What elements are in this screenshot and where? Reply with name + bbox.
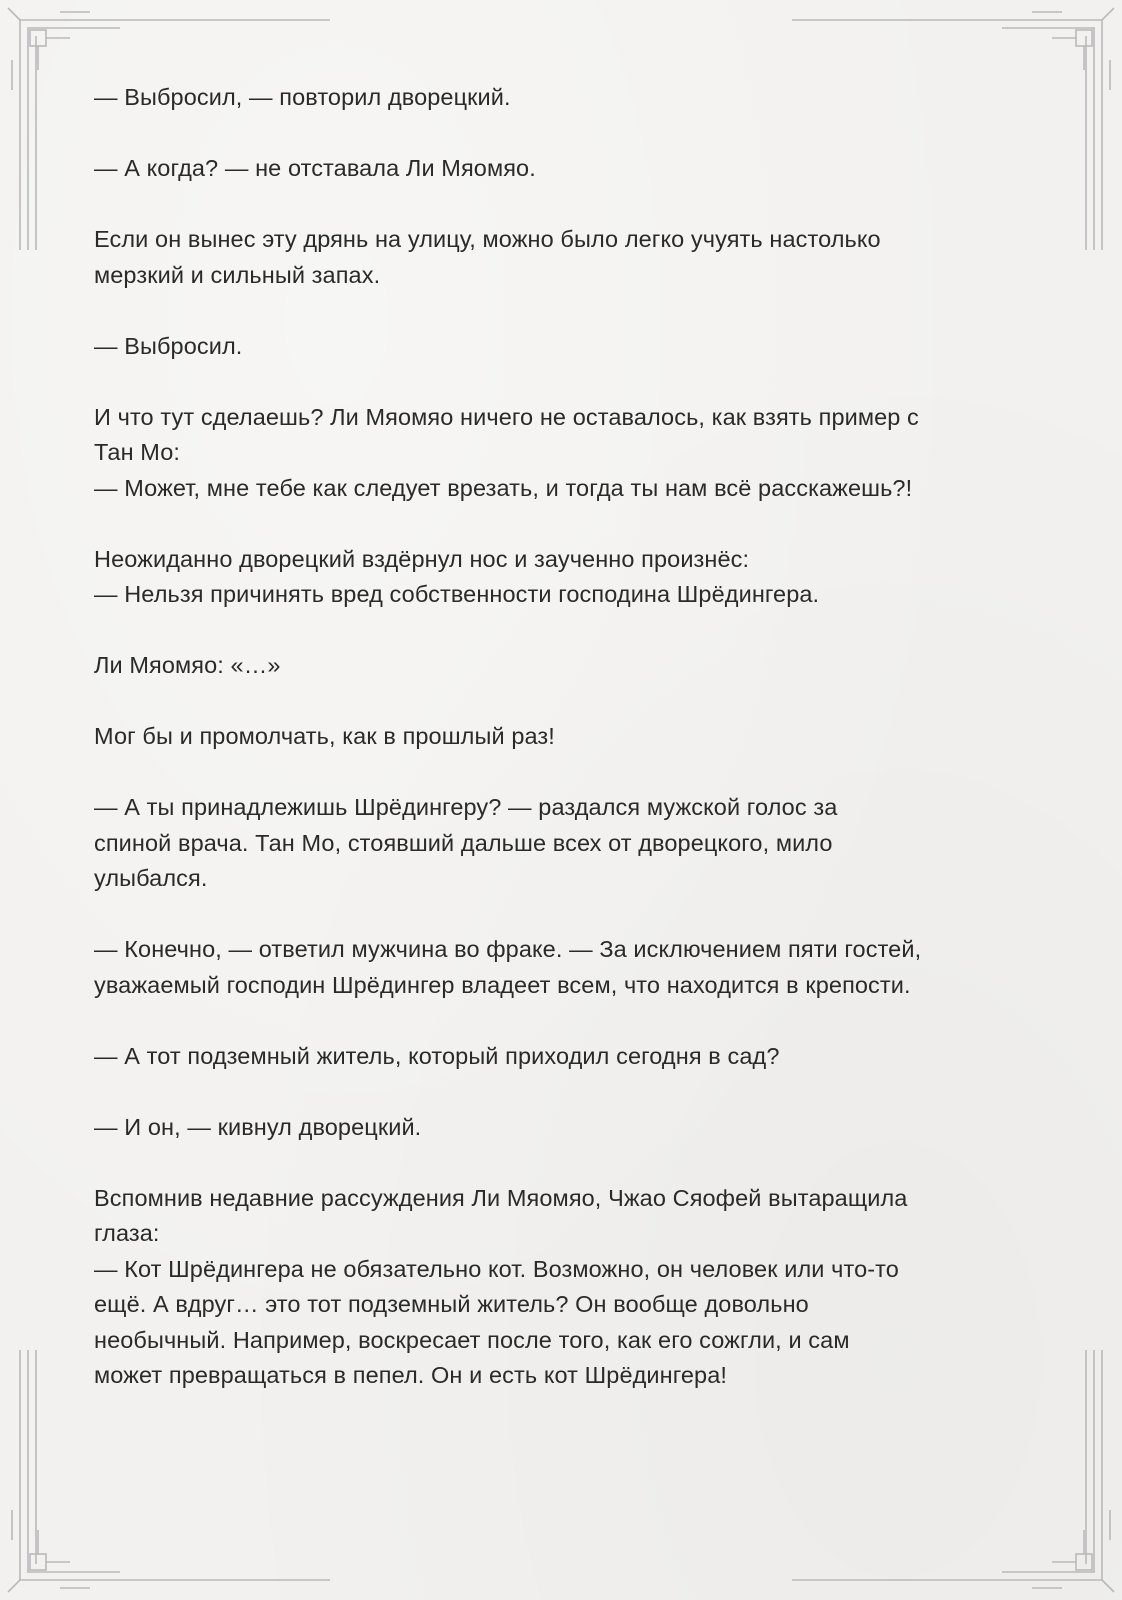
paragraph: — А ты принадлежишь Шрёдингеру? — раздался мужской голос за спиной врача. Тан Мо, стоявший дальше всех от дворецкого, мило улыбался. bbox=[94, 794, 838, 891]
paragraph: Вспомнив недавние рассуждения Ли Мяомяо, Чжао Сяофей вытаращила глаза: — Кот Шрёдингера не обязательно кот. Возможно, он человек или что-то ещё. А вдруг… это тот подземный житель? Он вообще довольно необычный. Например, воскресает после того, как его сожгли, и сам может превращаться в пепел. Он и есть кот Шрёдингера! bbox=[94, 1184, 908, 1388]
paragraph: Если он вынес эту дрянь на улицу, можно было легко учуять настолько мерзкий и сильный запах. bbox=[94, 226, 881, 288]
paragraph: — Выбросил, — повторил дворецкий. bbox=[94, 84, 511, 110]
story-text bbox=[94, 80, 1034, 1429]
paragraph: Ли Мяомяо: «…» bbox=[94, 652, 281, 678]
paragraph: — И он, — кивнул дворецкий. bbox=[94, 1113, 422, 1140]
paragraph: — Выбросил. bbox=[94, 332, 243, 359]
paragraph: И что тут сделаешь? Ли Мяомяо ничего не оставалось, как взять пример с Тан Мо: — Может, мне тебе как следует врезать, и тогда ты нам всё расскажешь?! bbox=[94, 403, 919, 501]
paragraph: Неожиданно дворецкий вздёрнул нос и заученно произнёс: — Нельзя причинять вред собственности господина Шрёдингера. bbox=[94, 545, 820, 607]
paragraph: — А когда? — не отставала Ли Мяомяо. bbox=[94, 155, 536, 181]
paragraph: — А тот подземный житель, который приходил сегодня в сад? bbox=[94, 1042, 780, 1069]
paragraph: — Конечно, — ответил мужчина во фраке. — За исключением пяти гостей, уважаемый господин Шрёдингер владеет всем, что находится в крепости. bbox=[94, 936, 922, 998]
paragraph: Мог бы и промолчать, как в прошлый раз! bbox=[94, 723, 555, 749]
